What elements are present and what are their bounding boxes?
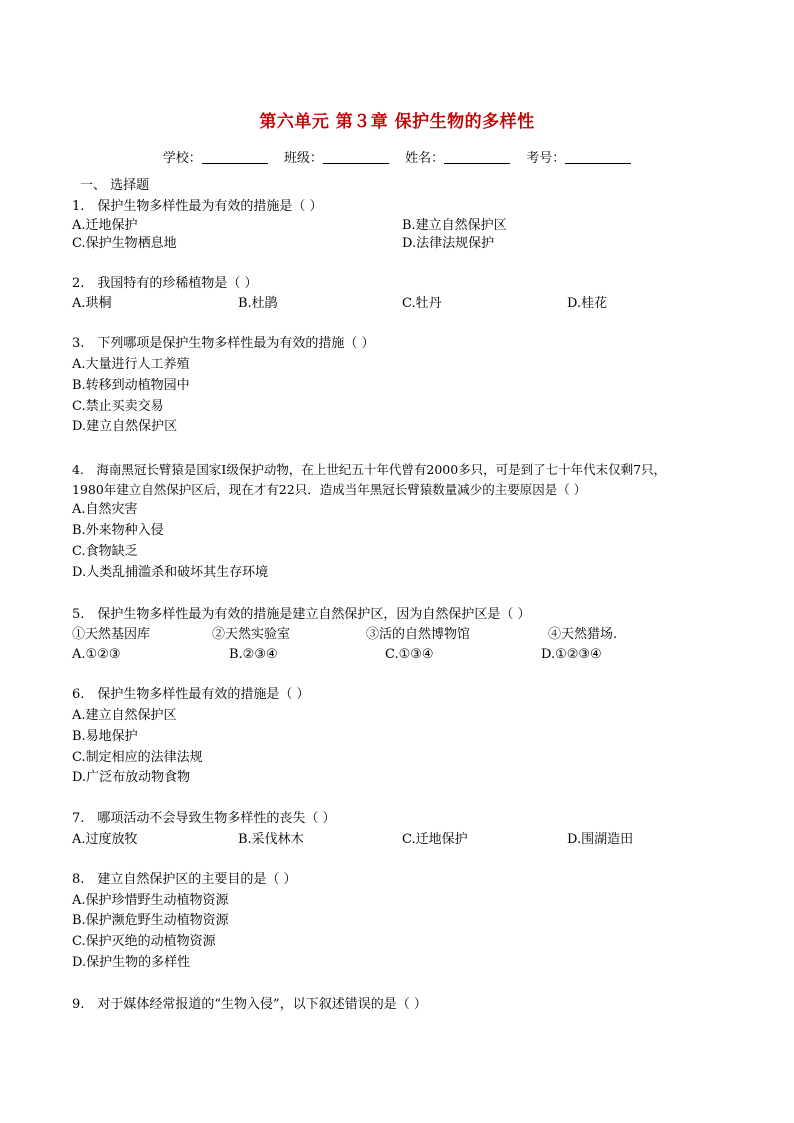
question-5-item-4: ④天然猎场. <box>548 627 618 642</box>
question-2-stem: 2. 我国特有的珍稀植物是（ ） <box>72 276 258 291</box>
question-7-option-a: A.过度放牧 <box>72 832 138 847</box>
exam-number-blank[interactable] <box>565 151 631 164</box>
question-2-option-b: B.杜鹃 <box>238 296 278 311</box>
question-5-item-1: ①天然基因库 <box>72 627 151 642</box>
question-8-option-c: C.保护灭绝的动植物资源 <box>72 934 216 949</box>
question-1-option-c: C.保护生物栖息地 <box>72 236 177 251</box>
question-6-stem: 6. 保护生物多样性最有效的措施是（ ） <box>72 687 310 702</box>
section-heading: 一、 选择题 <box>80 178 150 193</box>
question-4-option-d: D.人类乱捕滥杀和破坏其生存环境 <box>72 565 269 580</box>
question-4-stem: 4. 海南黑冠长臂猿是国家I级保护动物，在上世纪五十年代曾有2000多只，可是到了七十年代末仅剩7只， <box>72 462 667 477</box>
question-4-option-c: C.食物缺乏 <box>72 544 138 559</box>
question-8-option-b: B.保护濒危野生动植物资源 <box>72 913 229 928</box>
question-8-option-a: A.保护珍惜野生动植物资源 <box>72 893 229 908</box>
question-9-stem: 9. 对于媒体经常报道的“生物入侵”，以下叙述错误的是（ ） <box>72 997 427 1012</box>
question-5-option-b: B.②③④ <box>229 647 278 662</box>
question-1-option-a: A.迁地保护 <box>72 218 138 233</box>
question-2-option-c: C.牡丹 <box>402 296 442 311</box>
question-6-option-c: C.制定相应的法律法规 <box>72 750 203 765</box>
school-blank[interactable] <box>202 151 268 164</box>
question-3-option-a: A.大量进行人工养殖 <box>72 357 190 372</box>
question-6-option-b: B.易地保护 <box>72 729 138 744</box>
question-3-option-b: B.转移到动植物园中 <box>72 378 190 393</box>
question-7-option-d: D.围湖造田 <box>567 832 634 847</box>
question-1-stem: 1. 保护生物多样性最为有效的措施是（ ） <box>72 199 323 214</box>
page-title: 第六单元 第３章 保护生物的多样性 <box>259 112 535 132</box>
exam-number-field: 考号： <box>526 151 631 166</box>
question-3-stem: 3. 下列哪项是保护生物多样性最为有效的措施（ ） <box>72 336 375 351</box>
name-blank[interactable] <box>444 151 510 164</box>
question-2-option-d: D.桂花 <box>567 296 608 311</box>
question-5-option-c: C.①③④ <box>385 647 434 662</box>
question-1-option-d: D.法律法规保护 <box>402 236 495 251</box>
question-4-stem-cont: 1980年建立自然保护区后，现在才有22只．造成当年黑冠长臂猿数量减少的主要原因是（ ） <box>72 482 587 497</box>
question-2-option-a: A.珙桐 <box>72 296 112 311</box>
question-5-item-3: ③活的自然博物馆 <box>366 627 471 642</box>
name-field: 姓名： <box>405 151 510 166</box>
class-blank[interactable] <box>323 151 389 164</box>
school-field: 学校： <box>163 151 268 166</box>
question-6-option-a: A.建立自然保护区 <box>72 708 177 723</box>
student-info-row <box>0 147 794 166</box>
question-3-option-c: C.禁止买卖交易 <box>72 399 164 414</box>
question-8-stem: 8. 建立自然保护区的主要目的是（ ） <box>72 872 297 887</box>
class-field: 班级： <box>284 151 389 166</box>
question-4-option-a: A.自然灾害 <box>72 502 138 517</box>
question-5-stem: 5. 保护生物多样性最为有效的措施是建立自然保护区，因为自然保护区是（ ） <box>72 607 531 622</box>
question-7-option-b: B.采伐林木 <box>238 832 304 847</box>
question-1-option-b: B.建立自然保护区 <box>402 218 507 233</box>
question-5-option-a: A.①②③ <box>72 647 121 662</box>
question-3-option-d: D.建立自然保护区 <box>72 419 178 434</box>
question-5-item-2: ②天然实验室 <box>212 627 291 642</box>
question-4-option-b: B.外来物种入侵 <box>72 523 164 538</box>
question-7-stem: 7. 哪项活动不会导致生物多样性的丧失（ ） <box>72 811 336 826</box>
question-8-option-d: D.保护生物的多样性 <box>72 955 191 970</box>
question-5-option-d: D.①②③④ <box>541 647 602 662</box>
question-7-option-c: C.迁地保护 <box>402 832 468 847</box>
question-6-option-d: D.广泛布放动物食物 <box>72 770 191 785</box>
